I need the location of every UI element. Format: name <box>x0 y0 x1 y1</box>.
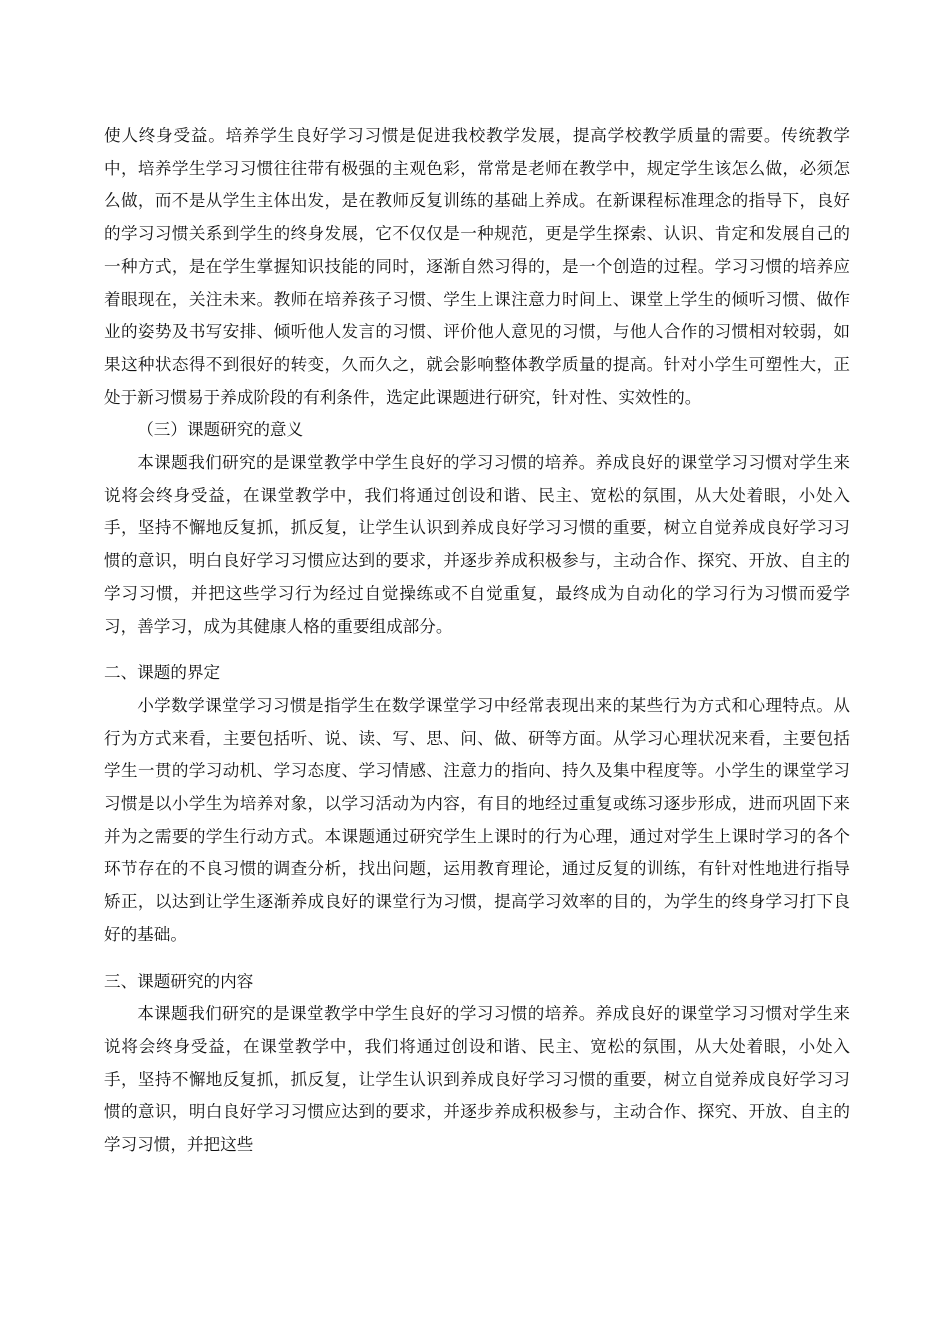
document-page <box>104 120 850 1162</box>
paragraph-continuation: 使人终身受益。培养学生良好学习习惯是促进我校教学发展，提高学校教学质量的需要。传统教学中，培养学生学习习惯往往带有极强的主观色彩，常常是老师在教学中，规定学生该怎么做，必须怎么做，而不是从学生主体出发，是在教师反复训练的基础上养成。在新课程标准理念的指导下，良好的学习习惯关系到学生的终身发展，它不仅仅是一种规范，更是学生探索、认识、肯定和发展自己的一种方式，是在学生掌握知识技能的同时，逐渐自然习得的，是一个创造的过程。学习习惯的培养应着眼现在，关注未来。教师在培养孩子习惯、学生上课注意力时间上、课堂上学生的倾听习惯、做作业的姿势及书写安排、倾听他人发言的习惯、评价他人意见的习惯，与他人合作的习惯相对较弱，如果这种状态得不到很好的转变，久而久之，就会影响整体教学质量的提高。针对小学生可塑性大，正处于新习惯易于养成阶段的有利条件，选定此课题进行研究，针对性、实效性的。 <box>104 126 850 407</box>
paragraph-research-significance: 本课题我们研究的是课堂教学中学生良好的学习习惯的培养。养成良好的课堂学习习惯对学生来说将会终身受益，在课堂教学中，我们将通过创设和谐、民主、宽松的氛围，从大处着眼，小处入手，坚持不懈地反复抓，抓反复，让学生认识到养成良好学习习惯的重要，树立自觉养成良好学习习惯的意识，明白良好学习习惯应达到的要求，并逐步养成积极参与，主动合作、探究、开放、自主的学习习惯，并把这些学习行为经过自觉操练或不自觉重复，最终成为自动化的学习行为习惯而爱学习，善学习，成为其健康人格的重要组成部分。 <box>104 453 850 636</box>
paragraph-research-content: 本课题我们研究的是课堂教学中学生良好的学习习惯的培养。养成良好的课堂学习习惯对学生来说将会终身受益，在课堂教学中，我们将通过创设和谐、民主、宽松的氛围，从大处着眼，小处入手，坚持不懈地反复抓，抓反复，让学生认识到养成良好学习习惯的重要，树立自觉养成良好学习习惯的意识，明白良好学习习惯应达到的要求，并逐步养成积极参与，主动合作、探究、开放、自主的学习习惯，并把这些 <box>104 1004 850 1155</box>
heading-research-content: 三、课题研究的内容 <box>104 971 254 991</box>
subheading-research-significance: （三）课题研究的意义 <box>137 420 304 440</box>
paragraph-topic-definition: 小学数学课堂学习习惯是指学生在数学课堂学习中经常表现出来的某些行为方式和心理特点。从行为方式来看，主要包括听、说、读、写、思、问、做、研等方面。从学习心理状况来看，主要包括学生一贯的学习动机、学习态度、学习情感、注意力的指向、持久及集中程度等。小学生的课堂学习习惯是以小学生为培养对象，以学习活动为内容，有目的地经过重复或练习逐步形成，进而巩固下来并为之需要的学生行动方式。本课题通过研究学生上课时的行为心理，通过对学生上课时学习的各个环节存在的不良习惯的调查分析，找出问题，运用教育理论，通过反复的训练，有针对性地进行指导矫正，以达到让学生逐渐养成良好的课堂行为习惯，提高学习效率的目的，为学生的终身学习打下良好的基础。 <box>104 695 850 944</box>
heading-topic-definition: 二、课题的界定 <box>104 663 221 683</box>
